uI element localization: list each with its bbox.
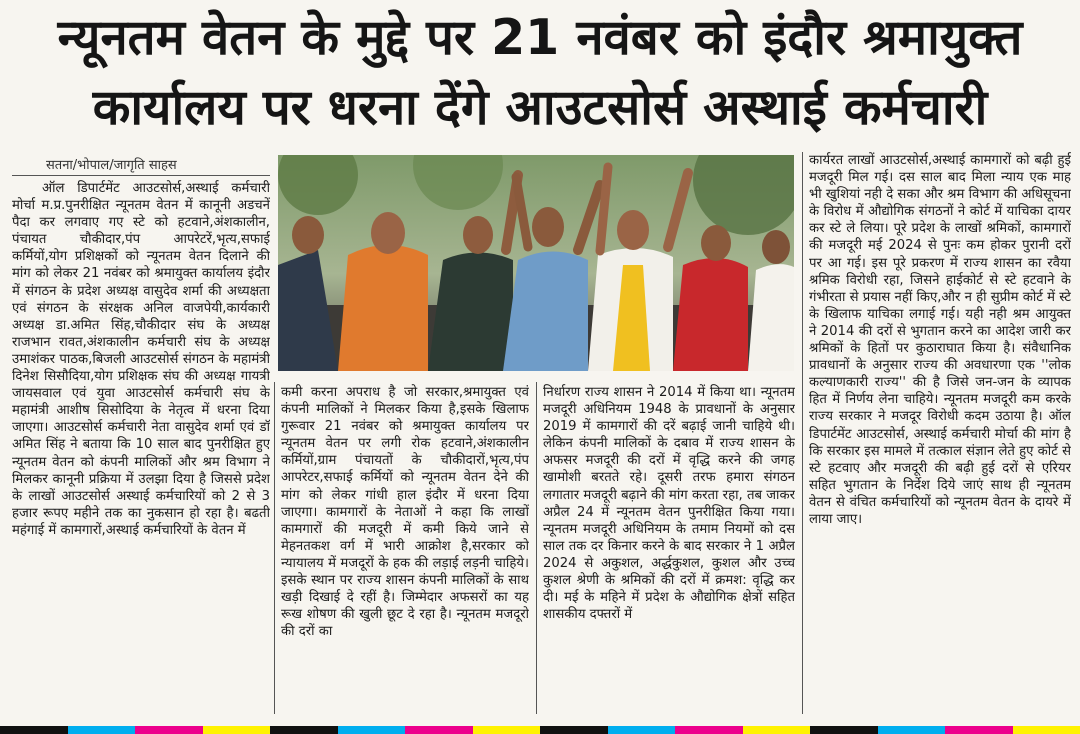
article-column-3 (543, 384, 795, 716)
protest-photo-image (278, 155, 794, 371)
article-column-2 (281, 384, 529, 716)
column-rule-2 (536, 382, 537, 714)
column-rule-3 (802, 152, 803, 714)
headline-line-1: न्यूनतम वेतन के मुद्दे पर 21 नवंबर को इंदौर श्रमायुक्त (57, 9, 1023, 66)
byline-rule (12, 175, 270, 176)
article-text-col-4: कार्यरत लाखों आउटसोर्स,अस्थाई कामगारों को बढ़ी हुई मजदूरी मिल गई। दस साल बाद मिला न्याय एक माह भी खुशियां नही दे सका और श्रम विभाग की अधिसूचना के विरोध में औद्योगिक संगठनों ने कोर्ट में याचिका दायर कर स्टे ले लिया। पूरे प्रदेश के लाखों श्रमिकों, कामगारों की मजदूरी मई 2024 से पुनः कम होकर पुरानी दरों पर आ गई। इस पूरे प्रकरण में राज्य शासन का रवैया श्रमिक विरोधी रहा, जिसने हाईकोर्ट से स्टे हटवाने के गंभीरता से प्रयास नहीं किए,और न ही सुप्रीम कोर्ट में स्टे के खिलाफ याचिका लगाई गई। यही नही श्रम आयुक्त ने 2014 की दरों से भुगतान करने का आदेश जारी कर श्रमिकों के हितों पर कुठाराघात किया है। संवैधानिक प्रावधानों के अनुसार राज्य की अवधारणा एक ''लोक कल्याणकारी राज्य'' की है जिसे जन-जन के व्यापक हित में निर्णय लेना चाहिये। न्यूनतम मजदूरी कम करके राज्य सरकार ने मजदूर विरोधी कदम उठाया है। ऑल डिपार्टमेंट आउटसोर्स, अस्थाई कर्मचारी मोर्चा की मांग है कि सरकार इस मामले में तत्काल संज्ञान लेते हुए कोर्ट से स्टे हटवाए और मजदूरी की बढ़ी हुई दरों से एरियर सहित भुगतान के निर्देश दिये जाएं साथ ही न्यूनतम वेतन से वंचित कर्मचारियों को न्यूनतम वेतन के दायरे में लाया जाए। (809, 153, 1071, 527)
article-text-col-2: कमी करना अपराध है जो सरकार,श्रमायुक्त एवं कंपनी मालिकों ने मिलकर किया है,इसके खिलाफ गुरूवार 21 नवंबर को श्रमायुक्त कार्यालय पर न्यूनतम वेतन पर लगी रोक हटवाने,अंशकालीन कर्मियों,ग्राम पंचायतों के चौकीदारों,भृत्य,पंप आपरेटर,सफाई कर्मियों को न्यूनतम वेतन देने की मांग को लेकर गांधी हाल इंदौर में धरना दिया जाएगा। कामगारों के नेताओं ने कहा कि लाखों कामगारों की मजदूरी में कमी किये जाने से मेहनतकश वर्ग में भारी आक्रोश है,सरकार को न्यायालय में मजदूरों के हक की लड़ाई लड़नी चाहिये। इसके स्थान पर राज्य शासन कंपनी मालिकों के साथ खड़ी दिखाई दे रहीं है। जिम्मेदार अफसरों का यह रूख शोषण की खुली छूट दे रहा है। न्यूनतम मजदूरो की दरों का (281, 385, 529, 640)
print-color-bar (0, 726, 1080, 734)
article-column-4 (809, 152, 1071, 716)
headline-line-2: कार्यालय पर धरना देंगे आउटसोर्स अस्थाई कर्मचारी (92, 79, 988, 136)
article-text-col-3: निर्धारण राज्य शासन ने 2014 में किया था। न्यूनतम मजदूरी अधिनियम 1948 के प्रावधानों के अनुसार 2019 में कामगारों की दरें बढ़ाई जानी चाहिये थी। लेकिन कंपनी मालिकों के दबाव में राज्य शासन के अफसर मजदूरी की दरों में वृद्धि करने की जगह खामोशी बरतते रहे। दूसरी तरफ हमारा संगठन लगातार मजदूरी बढ़ाने की मांग करता रहा, तब जाकर अप्रैल 24 में न्यूनतम वेतन पुनरीक्षित किया गया। न्यूनतम मजदूरी अधिनियम के तमाम नियमों को दस साल तक दर किनार करने के बाद सरकार ने 1 अप्रैल 2024 से अकुशल, अर्द्धकुशल, कुशल और उच्च कुशल श्रेणी के श्रमिकों की दरों में क्रमश: वृद्धि कर दी। मई के महिने में प्रदेश के औद्योगिक क्षेत्रों सहित शासकीय दफ्तरों में (543, 385, 795, 623)
column-rule-1 (274, 382, 275, 714)
byline: सतना/भोपाल/जागृति साहस (46, 158, 177, 173)
protest-photo (278, 155, 794, 371)
article-column-1 (12, 180, 270, 716)
article-text-col-1: ऑल डिपार्टमेंट आउटसोर्स,अस्थाई कर्मचारी मोर्चा म.प्र.पुनरीक्षित न्यूनतम वेतन में कानूनी अडचनें पैदा कर लगवाए गए स्टे को हटवाने,अंशकालीन, पंचायत चौकीदार,पंप आपरेटरें,भृत्य,सफाई कर्मियों,योग प्रशिक्षकों को न्यूनतम वेतन दिलाने की मांग को लेकर 21 नवंबर को श्रमायुक्त कार्यालय इंदौर में संगठन के प्रदेश अध्यक्ष वासुदेव शर्मा की अध्यक्षता एवं संगठन के संरक्षक अनिल वाजपेयी,कार्यकारी अध्यक्ष डा.अमित सिंह,चौकीदार संघ के अध्यक्ष राजभान रावत,अंशकालीन कर्मचारी संघ के अध्यक्ष उमाशंकर पाठक,बिजली आउटसोर्स संगठन के महामंत्री दिनेश सिसौदिया,योग प्रशिक्षक संघ की अध्यक्ष गायत्री जायसवाल एवं युवा आउटसोर्स कर्मचारी संघ के महामंत्री आशीष सिसोदिया के नेतृत्व में धरना दिया जाएगा। आउटसोर्स कर्मचारी नेता वासुदेव शर्मा एवं डॉ अमित सिंह ने बताया कि 10 साल बाद पुनरीक्षित हुए न्यूनतम वेतन को कंपनी मालिकों और श्रम विभाग ने मिलकर कानूनी प्रक्रिया में उलझा दिया है जिससे प्रदेश के लाखों आउटसोर्स अस्थाई कर्मचारियों को 2 से 3 हजार रूपए महीने तक का नुकसान हो रहा है। बढती महंगाई में कामगारों,अस्थाई कर्मचारियों के वेतन में (12, 181, 270, 538)
